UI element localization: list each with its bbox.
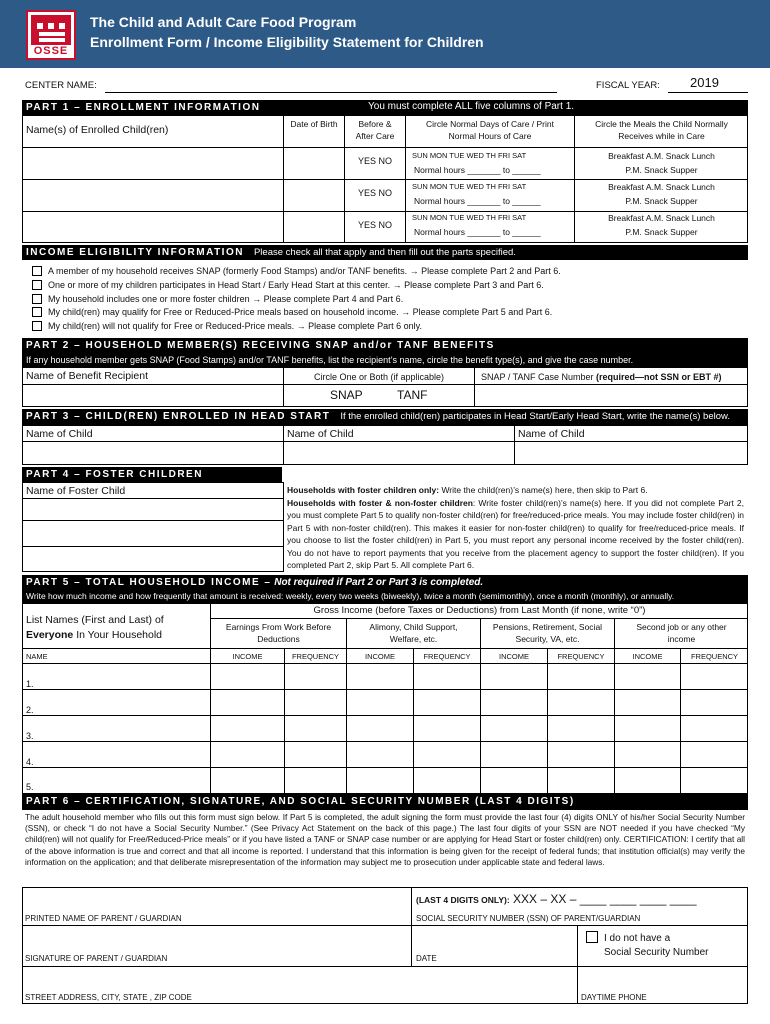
- fiscal-year-value[interactable]: 2019: [690, 75, 719, 90]
- hours-2[interactable]: Normal hours _______ to ______: [414, 196, 541, 206]
- eligibility-item-snap[interactable]: A member of my household receives SNAP (formerly Food Stamps) and/or TANF benefits. → Please complete Part 2 and Part 6.: [32, 265, 748, 279]
- part3-header: PART 3 – CHILD(REN) ENROLLED IN HEAD START If the enrolled child(ren) participates in Head Start/Early Head Start, write the name(s) below.: [22, 409, 748, 425]
- col-circle-benefit: Circle One or Both (if applicable): [313, 372, 445, 382]
- cat-earnings: Earnings From Work Before Deductions: [225, 622, 332, 644]
- days-1[interactable]: SUN MON TUE WED TH FRI SAT: [412, 151, 527, 160]
- days-2[interactable]: SUN MON TUE WED TH FRI SAT: [412, 182, 527, 191]
- household-row-2[interactable]: 2.: [26, 705, 34, 715]
- no-ssn-label: I do not have a Social Security Number: [604, 933, 709, 958]
- meals-2b[interactable]: P.M. Snack Supper: [625, 196, 698, 206]
- name-header: NAME: [26, 652, 48, 661]
- dc-flag-icon: [31, 15, 71, 45]
- household-row-5[interactable]: 5.: [26, 782, 34, 792]
- signature-label: SIGNATURE OF PARENT / GUARDIAN: [25, 954, 168, 963]
- part5-header: PART 5 – TOTAL HOUSEHOLD INCOME – Not required if Part 2 or Part 3 is completed.: [22, 575, 748, 590]
- list-names-label: List Names (First and Last) of Everyone In Your Household: [26, 614, 164, 641]
- household-row-3[interactable]: 3.: [26, 731, 34, 741]
- col-foster-child: Name of Foster Child: [26, 485, 126, 497]
- cat-other: Second job or any other income: [636, 622, 727, 644]
- col-case-number: SNAP / TANF Case Number (required—not SSN or EBT #): [481, 372, 722, 382]
- head-start-child-3: Name of Child: [518, 428, 585, 440]
- checkbox-icon[interactable]: [32, 294, 42, 304]
- part3-table: [22, 425, 748, 465]
- part5-note: Write how much income and how frequently that amount is received: weekly, every two weeks (biweekly), twice a month (semimonthly), once a month (monthly), or annually.: [22, 590, 748, 603]
- date-label: DATE: [416, 954, 437, 963]
- osse-logo: [26, 10, 76, 60]
- snap-option[interactable]: SNAP: [330, 388, 363, 402]
- col-child-name: Name(s) of Enrolled Child(ren): [26, 124, 169, 136]
- eligibility-item-head-start[interactable]: One or more of my children participates in Head Start / Early Head Start at this center. → Please complete Part 3 and Part 6.: [32, 279, 748, 293]
- header-banner: [0, 0, 770, 68]
- part2-header: PART 2 – HOUSEHOLD MEMBER(S) RECEIVING SNAP and/or TANF BENEFITS: [22, 338, 748, 353]
- col-dob: Date of Birth: [290, 119, 338, 129]
- part6-header: PART 6 – CERTIFICATION, SIGNATURE, AND SOCIAL SECURITY NUMBER (LAST 4 DIGITS): [22, 794, 748, 810]
- income-eligibility-header: INCOME ELIGIBILITY INFORMATION Please check all that apply and then fill out the parts specified.: [22, 245, 748, 260]
- checkbox-icon[interactable]: [32, 321, 42, 331]
- yes-no-1[interactable]: YES NO: [357, 156, 392, 166]
- meals-2a[interactable]: Breakfast A.M. Snack Lunch: [608, 182, 715, 192]
- household-row-4[interactable]: 4.: [26, 757, 34, 767]
- cat-alimony: Alimony, Child Support, Welfare, etc.: [369, 622, 458, 644]
- certification-text: The adult household member who fills out this form must sign below. If Part 5 is completed, the adult signing the form must provide the last four (4) digits ONLY of his/her Social Security Number (SSN), or check “I do not have a Social Security Number.” (See Privacy Act Statement on the back of this page.) The last four digits of your SSN are NOT needed if you have checked “My child(ren) will not qualify for Free/Reduced-Price meals” or if you have listed a TANF or SNAP case number or are applying for Head Start or foster child(ren) only. CERTIFICATION: I certify that all of the above information is true and correct and that all income is reported. I understand that this information is being given for the receipt of federal funds; that institution official(s) may verify the information on the application; and that deliberate misrepresentation of the information may subject me to prosecution under applicable state and federal laws.: [25, 812, 745, 867]
- col-meals: Circle the Meals the Child Normally Receives while in Care: [595, 119, 728, 141]
- days-3[interactable]: SUN MON TUE WED TH FRI SAT: [412, 213, 527, 222]
- frequency-hdr-1: FREQUENCY: [291, 652, 340, 661]
- center-name-field[interactable]: [105, 92, 557, 93]
- income-hdr-2: INCOME: [365, 652, 395, 661]
- household-row-1[interactable]: 1.: [26, 679, 34, 689]
- hours-1[interactable]: Normal hours _______ to ______: [414, 165, 541, 175]
- eligibility-item-not-qualify[interactable]: My child(ren) will not qualify for Free or Reduced-Price meals. → Please complete Part 6 only.: [32, 320, 748, 334]
- gross-income-label: Gross Income (before Taxes or Deductions) from Last Month (if none, write “0”): [313, 605, 646, 616]
- col-before-after: Before & After Care: [355, 119, 395, 141]
- col-days-care: Circle Normal Days of Care / Print Normal Hours of Care: [425, 119, 554, 141]
- center-name-label: CENTER NAME:: [25, 80, 97, 91]
- frequency-hdr-2: FREQUENCY: [423, 652, 471, 661]
- phone-label: DAYTIME PHONE: [581, 993, 647, 1002]
- eligibility-item-income[interactable]: My child(ren) may qualify for Free or Reduced-Price meals based on household income. → Please complete Part 5 and Part 6.: [32, 306, 748, 320]
- meals-1a[interactable]: Breakfast A.M. Snack Lunch: [608, 151, 715, 161]
- ssn-last4-field[interactable]: (LAST 4 DIGITS ONLY): XXX – XX – ____ ____ ____ ____: [416, 892, 697, 906]
- income-hdr-1: INCOME: [232, 652, 263, 661]
- fiscal-year-label: FISCAL YEAR:: [596, 80, 660, 91]
- checkbox-icon[interactable]: [32, 280, 42, 290]
- form-title: The Child and Adult Care Food Program Enrollment Form / Income Eligibility Statement for Children: [90, 14, 484, 50]
- yes-no-2[interactable]: YES NO: [357, 188, 392, 198]
- meals-1b[interactable]: P.M. Snack Supper: [625, 165, 698, 175]
- part2-note: If any household member gets SNAP (Food Stamps) and/or TANF benefits, list the recipient’s name, circle the benefit type(s), and give the case number.: [22, 353, 748, 367]
- ssn-label: SOCIAL SECURITY NUMBER (SSN) OF PARENT/GUARDIAN: [416, 914, 641, 923]
- checkbox-icon[interactable]: [32, 307, 42, 317]
- frequency-hdr-4: FREQUENCY: [690, 652, 739, 661]
- address-label: STREET ADDRESS, CITY, STATE , ZIP CODE: [25, 993, 192, 1002]
- yes-no-3[interactable]: YES NO: [357, 220, 392, 230]
- no-ssn-checkbox[interactable]: [586, 931, 598, 943]
- foster-instructions: Households with foster children only: Write the child(ren)’s name(s) here, then skip to Part 6. Households with foster & non-foster children: Write foster child(ren)’s name(s) here. If you did not complete Part 2, you must complete Part 5 to qualify non-foster child(ren) for free/reduced-price meals. You may include foster child(ren) in Part 5 with non-foster child(ren). This makes it easier for non-foster child(ren) to qualify for free/reduced-price meals. If you choose to list the foster child(ren) in Part 5, you must report any personal income received by the foster child(ren). You do not have to report payments that you receive from the placement agency to support the foster child(ren). If you completed Part 2, skip Part 5. All complete Part 6.: [287, 485, 744, 570]
- eligibility-item-foster[interactable]: My household includes one or more foster children → Please complete Part 4 and Part 6.: [32, 293, 748, 307]
- tanf-option[interactable]: TANF: [397, 388, 428, 402]
- printed-name-label: PRINTED NAME OF PARENT / GUARDIAN: [25, 914, 182, 923]
- part1-note: You must complete ALL five columns of Part 1.: [368, 101, 575, 112]
- logo-text: OSSE: [33, 45, 69, 57]
- eligibility-checklist: [32, 265, 748, 334]
- head-start-child-1: Name of Child: [26, 428, 93, 440]
- income-hdr-3: INCOME: [499, 652, 529, 661]
- part1-header: PART 1 – ENROLLMENT INFORMATION: [22, 100, 748, 115]
- head-start-child-2: Name of Child: [287, 428, 354, 440]
- income-hdr-4: INCOME: [632, 652, 663, 661]
- frequency-hdr-3: FREQUENCY: [557, 652, 605, 661]
- checkbox-icon[interactable]: [32, 266, 42, 276]
- meals-3a[interactable]: Breakfast A.M. Snack Lunch: [608, 213, 715, 223]
- part4-header: PART 4 – FOSTER CHILDREN: [22, 467, 282, 482]
- col-benefit-recipient: Name of Benefit Recipient: [26, 370, 148, 382]
- meals-3b[interactable]: P.M. Snack Supper: [625, 227, 698, 237]
- cat-pensions: Pensions, Retirement, Social Security, VA, etc.: [492, 622, 603, 644]
- hours-3[interactable]: Normal hours _______ to ______: [414, 227, 541, 237]
